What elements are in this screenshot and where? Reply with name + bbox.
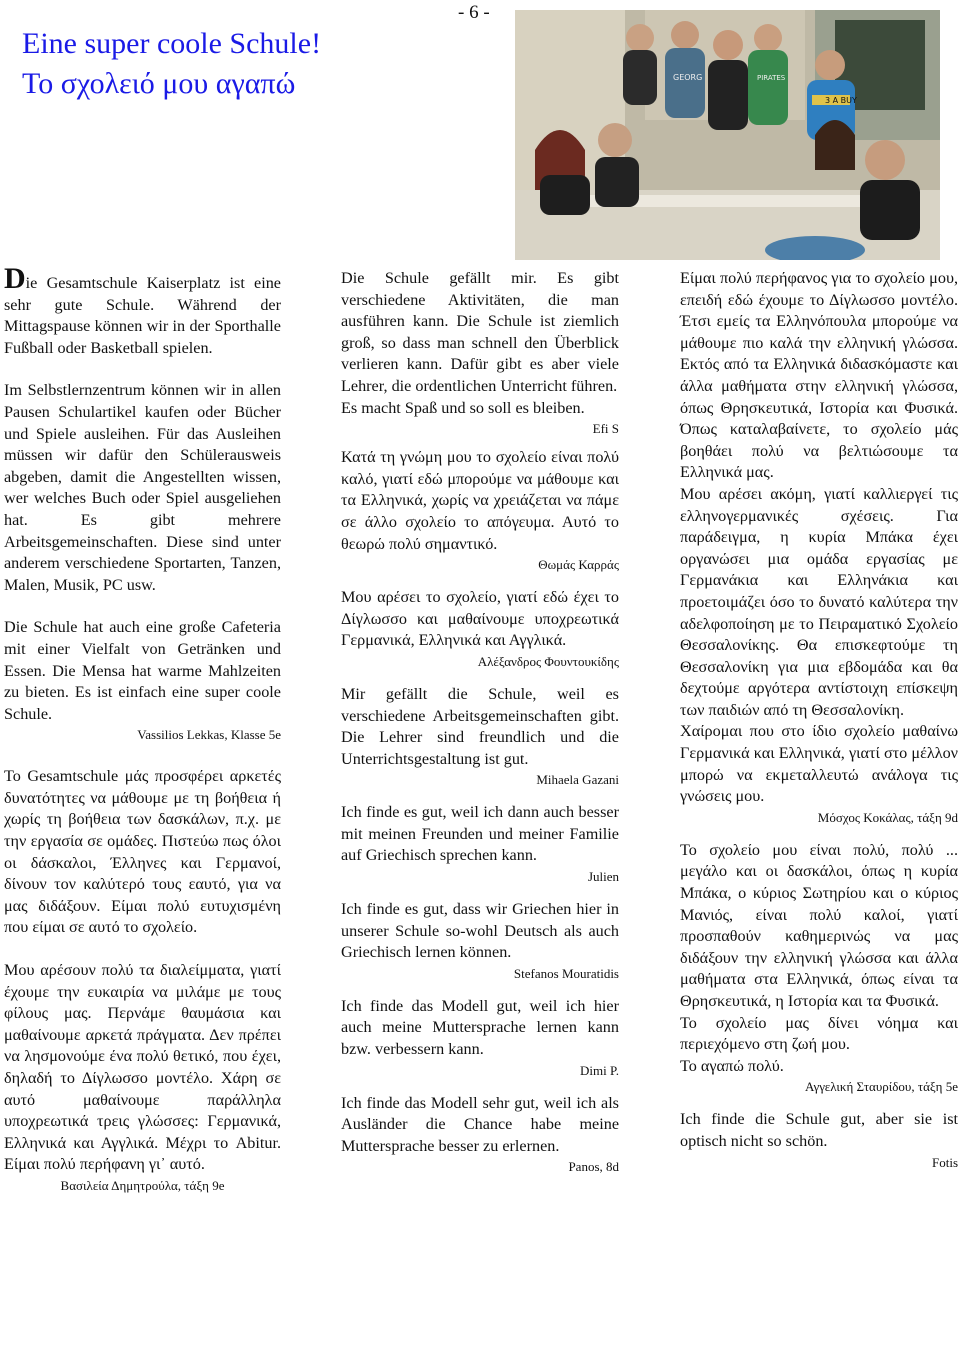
page-number: - 6 - <box>458 2 490 23</box>
author-signature: Julien <box>587 869 619 885</box>
paragraph: Μου αρέσουν πολύ τα διαλείμματα, γιατί έχουμε την ευκαιρία να μιλάμε με τους φίλους μας. Περνάμε θαυμάσια και μαθαίνουμε αρκετά πράγματα. Δεν πρέπει να λησμονούμε ένα πολύ θετικό, που έχει, δηλαδή το Δίγλωσσο μοντέλο. Χάρη σε αυτό μαθαίνουμε παράλληλα υποχρεωτικά τρεις γλώσσες: Γερμανικά, Ελληνικά και Αγγλικά. Μέχρι το Abitur. Είμαι πολύ περήφανη γι᾽ αυτό. <box>4 961 281 1174</box>
paragraph: Ich finde die Schule gut, aber sie ist optisch nicht so schön. <box>680 1110 958 1150</box>
column-3 <box>680 268 958 1173</box>
column-1 <box>4 262 281 1196</box>
title-german: Eine super coole Schule! <box>22 27 322 60</box>
paragraph: Είμαι πολύ περήφανος για το σχολείο μου, επειδή εδώ έχουμε το Δίγλωσσο μοντέλο. Έτσι εμείς τα Ελληνόπουλα μπορούμε να μάθουμε πιο καλά την ελληνική γλώσσα. Εκτός από τα Ελληνικά διδασκόμαστε και άλλα μαθήματα στην ελληνική γλώσσα, όπως Θρησκευτικά, Ιστορία και Φυσικά. Όπως καταλαβαίνετε, το σχολείο μάς βοηθάει πολύ να βελτιώσουμε τα Ελληνικά μας. <box>680 269 958 482</box>
paragraph: Κατά τη γνώμη μου το σχολείο είναι πολύ καλό, γιατί εδώ μπορούμε να μάθουμε και τα Ελληνικά, χωρίς να χρειάζεται να πάμε σε άλλο σχολείο το απόγευμα. Αυτό το θεωρώ πολύ σημαντικό. <box>341 448 619 553</box>
author-signature: Βασιλεία Δημητρούλα, τάξη 9e <box>60 1177 225 1193</box>
author-signature: Panos, 8d <box>568 1159 619 1175</box>
title-greek: Το σχολειό μου αγαπώ <box>22 67 296 100</box>
paragraph: Μου αρέσει ακόμη, γιατί καλλιεργεί τις ελληνογερμανικές σχέσεις. Για παράδειγμα, η κυρία Μπάκα έχει οργανώσει μια ομάδα εργασίας με Γερμανάκια και Ελληνάκια και προετοιμάζει όσο το δυνατό καλύτερα την αδελφοποίηση με το Πειραματικό Σχολείο Θεσσαλονίκης. Θα επισκεφτούμε τη Θεσσαλονίκη για μια εβδομάδα και θα δεχτούμε αργότερα αντίστοιχη επίσκεψη των παιδιών από τη Θεσσαλονίκη. <box>680 484 958 719</box>
author-signature: Stefanos Mouratidis <box>513 965 619 981</box>
column-2 <box>341 268 619 1177</box>
shirt-text: GEORG <box>673 73 703 82</box>
author-signature: Μόσχος Κοκάλας, τάξη 9d <box>817 809 958 825</box>
paragraph: Im Selbstlernzentrum können wir in allen Pausen Schulartikel kaufen oder Bücher und Spiele ausleihen. Für das Ausleihen müssen wir dafür den Schülerausweis abgeben, damit die Angestellten wissen, wer welches Buch oder Spiel ausgeliehen hat. Es gibt mehrere Arbeitsgemeinschaften. Diese sind unter anderem verschiedene Sportarten, Tanzen, Malen, Musik, PC usw. <box>4 381 281 594</box>
paragraph: Το αγαπώ πολύ. <box>680 1056 784 1075</box>
author-signature: Fotis <box>931 1154 958 1170</box>
author-signature: Vassilios Lekkas, Klasse 5e <box>137 727 281 743</box>
paragraph: Το σχολείο μου είναι πολύ, πολύ ... μεγάλο και οι δασκάλοι, όπως η κυρία Μπάκα, ο κύριος Σωτηρίου και ο κύριος Μανιός, είναι πολύ καλοί, γιατί προσπαθούν καθημερινώς να μας διδάξουν την ελληνική γλώσσα και άλλα μαθήματα στα Ελληνικά, όπως είναι τα Θρησκευτικά, η Ιστορία και τα Φυσικά. <box>680 840 958 1010</box>
paragraph: Die Schule gefällt mir. Es gibt verschiedene Aktivitäten, die man ausführen kann. Die Schule ist ziemlich groß, so dass man schnell den Überblick verlieren kann. Dafür gibt es aber viele Lehrer, die ordentlichen Unterricht führen. <box>341 269 619 395</box>
paragraph: Ich finde das Modell sehr gut, weil ich als Ausländer die Chance habe meine Muttersprache besser zu erlernen. <box>341 1093 619 1155</box>
author-signature: Θωμάς Καρράς <box>538 557 619 573</box>
author-signature: Efi S <box>592 421 619 437</box>
paragraph: Ich finde es gut, weil ich dann auch besser mit meinen Freunden und meiner Familie auf Griechisch sprechen kann. <box>341 803 619 865</box>
paragraph: Es macht Spaß und so soll es bleiben. <box>341 398 585 417</box>
paragraph: Το σχολείο μας δίνει νόημα και περιεχόμενο στη ζωή μου. <box>680 1013 958 1054</box>
paragraph: Χαίρομαι που στο ίδιο σχολείο μαθαίνω Γερμανικά και Ελληνικά, γιατί στο μέλλον μπορώ να εκμεταλλευτώ ανάλογα τις γνώσεις μου. <box>680 722 958 806</box>
author-signature: Dimi P. <box>579 1062 619 1078</box>
drop-cap: D <box>4 262 26 295</box>
paragraph: Ich finde es gut, dass wir Griechen hier in unserer Schule so-wohl Deutsch als auch Griechisch lernen können. <box>341 900 619 962</box>
group-photo <box>515 10 940 260</box>
paragraph: Die Gesamtschule Kaiserplatz ist eine sehr gute Schule. Während der Mittagspause können wir in der Sporthalle Fußball oder Basketball spielen. <box>4 262 281 357</box>
banner-text: 3 A BUY <box>825 96 857 105</box>
page-title <box>22 24 321 104</box>
author-signature: Αγγελική Σταυρίδου, τάξη 5e <box>805 1079 958 1095</box>
author-signature: Mihaela Gazani <box>536 772 619 788</box>
paragraph: Το Gesamtschule μάς προσφέρει αρκετές δυνατότητες να μάθουμε με τη βοήθεια ή χωρίς τη βοήθεια των δασκάλων, π.χ. με την εργασία σε ομάδες. Πιστεύω πως όλοι οι δάσκαλοι, Έλληνες και Γερμανοί, δίνουν τον καλύτερό τους εαυτό, για να μας διδάξουν. Είμαι πολύ ευτυχισμένη που είμαι σε αυτό το σχολείο. <box>4 767 281 937</box>
paragraph: Μου αρέσει το σχολείο, γιατί εδώ έχει το Δίγλωσσο και μαθαίνουμε υποχρεωτικά Γερμανικά, Ελληνικά και Αγγλικά. <box>341 588 619 650</box>
paragraph: Die Schule hat auch eine große Cafeteria mit einer Vielfalt von Getränken und Essen. Die Mensa hat warme Mahlzeiten zu bieten. Es ist einfach eine super coole Schule. <box>4 618 281 723</box>
paragraph: Mir gefällt die Schule, weil es verschiedene Arbeitsgemeinschaften gibt. Die Lehrer sind freundlich und die Unterrichtsgestaltung ist gut. <box>341 684 619 768</box>
author-signature: Αλέξανδρος Φουντουκίδης <box>477 653 619 669</box>
shirt-text-2: PIRATES <box>757 74 786 82</box>
paragraph: Ich finde das Modell gut, weil ich hier auch meine Muttersprache lernen kann bzw. verbessern kann. <box>341 996 619 1059</box>
